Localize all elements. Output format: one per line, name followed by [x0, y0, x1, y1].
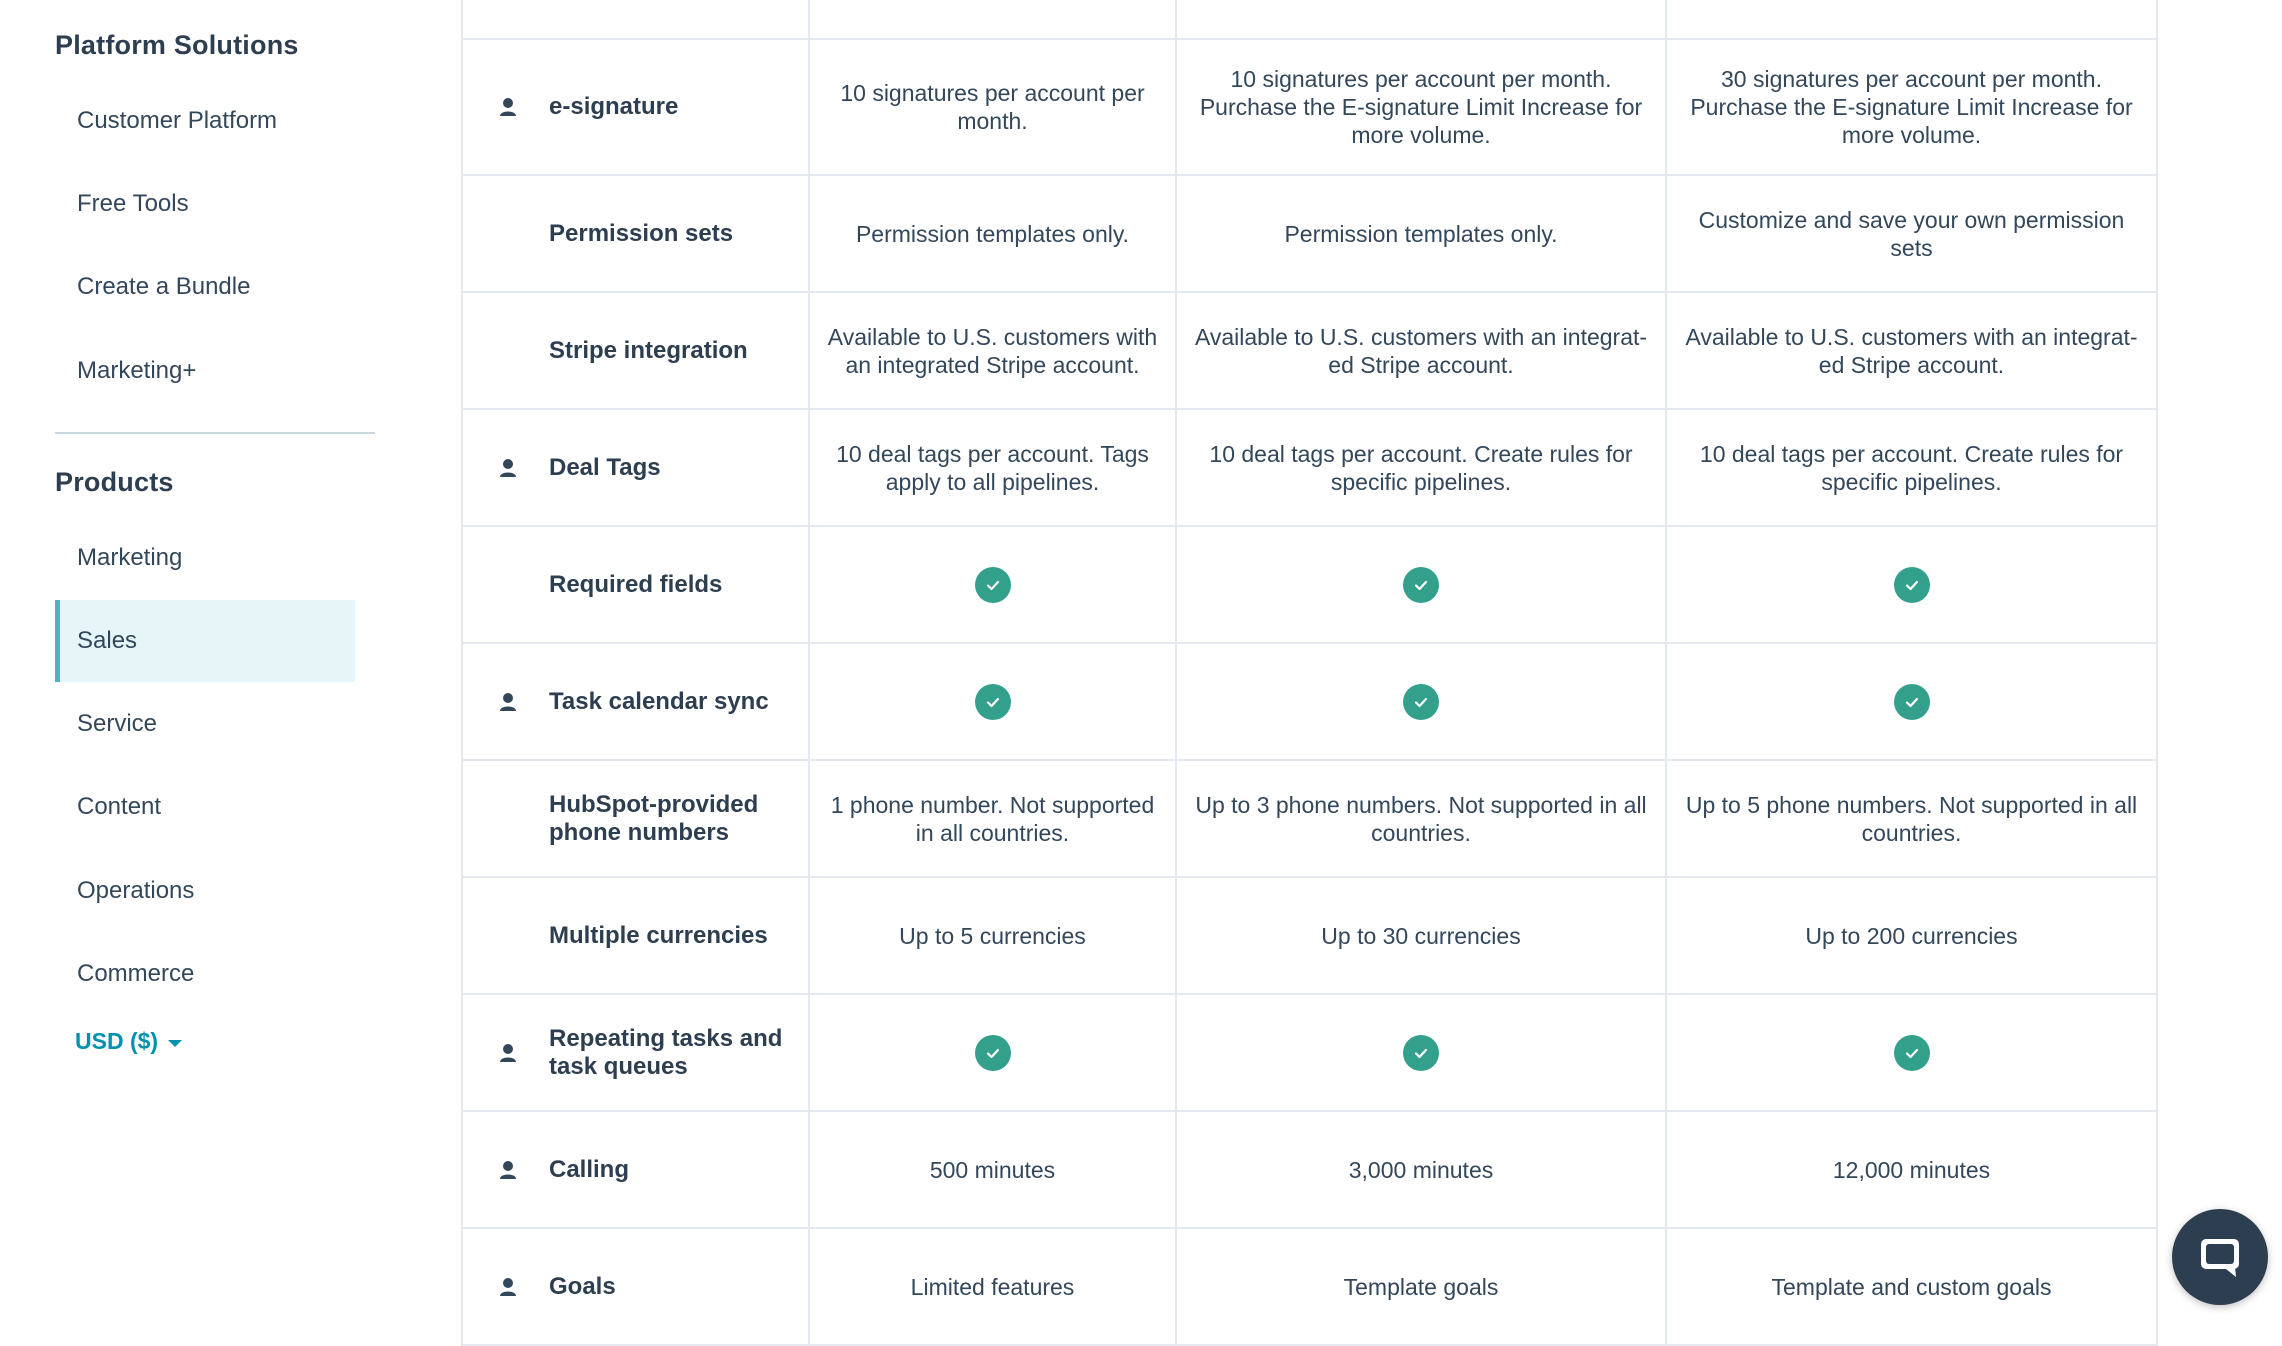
sidebar — [0, 0, 440, 1326]
feature-name-cell — [463, 293, 808, 408]
feature-label: Multiple currencies — [549, 921, 768, 949]
tier-3-text: 10 deal tags per account. Create rules for specific pipelines. — [1699, 440, 2124, 495]
user-icon — [497, 1276, 519, 1298]
tier-2-text: Available to U.S. customers with an integrat-ed Stripe account. — [1194, 323, 1648, 378]
currency-selector[interactable] — [75, 1028, 182, 1055]
check-icon — [1403, 684, 1439, 720]
feature-label: Task calendar sync — [549, 687, 769, 715]
tier-1-included-cell — [808, 644, 1175, 759]
tier-3-value — [1665, 410, 2156, 525]
tier-3-included-cell — [1665, 527, 2156, 642]
caret-down-icon — [168, 1040, 182, 1047]
feature-label: HubSpot-provided phone numbers — [549, 790, 759, 846]
user-icon — [497, 691, 519, 713]
sidebar-item-content[interactable]: Content — [77, 793, 162, 820]
tier-2-text: Permission templates only. — [1284, 220, 1558, 247]
table-row — [463, 527, 2156, 644]
check-icon — [975, 684, 1011, 720]
feature-label: Repeating tasks and task queues — [549, 1024, 783, 1080]
user-icon — [497, 1159, 519, 1181]
tier-1-value — [808, 878, 1175, 993]
platform-solutions-heading: Platform Solutions — [55, 30, 299, 60]
tier-1-text: 1 phone number. Not supported in all countries. — [830, 791, 1155, 846]
tier-2-text: Template goals — [1343, 1273, 1499, 1300]
tier-3-value — [1665, 40, 2156, 174]
sidebar-item-commerce[interactable]: Commerce — [77, 960, 195, 987]
tier-2-text: 10 deal tags per account. Create rules for specific pipelines. — [1209, 440, 1633, 495]
table-row — [463, 878, 2156, 995]
feature-label: Deal Tags — [549, 453, 661, 481]
check-icon — [975, 1035, 1011, 1071]
check-icon — [1894, 567, 1930, 603]
tier-1-text: 10 signatures per account per month. — [840, 80, 1145, 134]
feature-label: Stripe integration — [549, 336, 748, 364]
sidebar-item-sales[interactable]: Sales — [55, 600, 355, 682]
tier-1-value — [808, 293, 1175, 408]
check-icon — [1894, 1035, 1930, 1071]
table-row — [463, 761, 2156, 878]
feature-name-cell — [463, 176, 808, 291]
feature-name-cell — [463, 1112, 808, 1227]
tier-3-text: Template and custom goals — [1771, 1273, 2052, 1300]
feature-name-cell — [463, 644, 808, 759]
check-icon — [975, 567, 1011, 603]
tier-2-included-cell — [1175, 995, 1665, 1110]
tier-3-included-cell — [1665, 995, 2156, 1110]
tier-1-text: 10 deal tags per account. Tags apply to all pipelines. — [836, 440, 1149, 495]
tier-3-text: Up to 5 phone numbers. Not supported in all countries. — [1685, 791, 2138, 846]
feature-name-cell — [463, 995, 808, 1110]
sidebar-item-create-a-bundle[interactable]: Create a Bundle — [77, 273, 251, 300]
feature-label: Goals — [549, 1272, 616, 1300]
feature-name-cell — [463, 1229, 808, 1344]
chat-bubble-icon — [2196, 1233, 2244, 1281]
tier-2-value — [1175, 761, 1665, 876]
table-row — [463, 995, 2156, 1112]
tier-3-text: 30 signatures per account per month. Purchase the E-signature Limit Increase for more volume. — [1690, 66, 2133, 148]
sidebar-item-marketing[interactable]: Marketing — [77, 544, 183, 571]
check-icon — [1403, 567, 1439, 603]
tier-3-text: Customize and save your own permission sets — [1698, 206, 2125, 261]
tier-2-value — [1175, 1112, 1665, 1227]
tier-3-value — [1665, 1229, 2156, 1344]
check-icon — [1894, 684, 1930, 720]
products-heading: Products — [55, 467, 174, 497]
table-row — [463, 644, 2156, 761]
tier-2-value — [1175, 40, 1665, 174]
user-icon — [497, 96, 519, 118]
tier-2-value — [1175, 1229, 1665, 1344]
tier-3-value — [1665, 878, 2156, 993]
tier-3-value — [1665, 293, 2156, 408]
feature-comparison-table — [461, 0, 2158, 1346]
tier-3-included-cell — [1665, 644, 2156, 759]
tier-1-value — [808, 1112, 1175, 1227]
tier-1-text: Limited features — [910, 1273, 1075, 1300]
tier-2-value — [1175, 878, 1665, 993]
tier-1-included-cell — [808, 527, 1175, 642]
tier-2-text: Up to 30 currencies — [1321, 922, 1521, 949]
tier-1-included-cell — [808, 995, 1175, 1110]
currency-label: USD ($) — [75, 1028, 159, 1054]
table-row — [463, 410, 2156, 527]
feature-label: Required fields — [549, 570, 723, 598]
tier-1-text: Permission templates only. — [855, 220, 1130, 247]
sidebar-divider — [55, 432, 375, 434]
tier-3-value — [1665, 761, 2156, 876]
feature-name-cell — [463, 878, 808, 993]
table-row — [463, 1112, 2156, 1229]
tier-2-included-cell — [1175, 644, 1665, 759]
tier-3-text: Up to 200 currencies — [1805, 922, 2018, 949]
user-icon — [497, 457, 519, 479]
sidebar-item-operations[interactable]: Operations — [77, 877, 195, 904]
tier-1-text: Up to 5 currencies — [899, 922, 1086, 949]
feature-name-cell — [463, 40, 808, 174]
tier-1-value — [808, 40, 1175, 174]
table-body — [463, 40, 2156, 1346]
table-row — [463, 293, 2156, 410]
chat-button[interactable] — [2172, 1209, 2268, 1305]
tier-2-included-cell — [1175, 527, 1665, 642]
feature-label: Calling — [549, 1155, 630, 1183]
table-row — [463, 1229, 2156, 1346]
sidebar-item-free-tools[interactable]: Free Tools — [77, 190, 189, 217]
tier-1-value — [808, 1229, 1175, 1344]
tier-1-value — [808, 410, 1175, 525]
tier-2-text: 3,000 minutes — [1348, 1156, 1494, 1183]
tier-2-text: Up to 3 phone numbers. Not supported in all countries. — [1195, 791, 1647, 846]
table-row — [463, 40, 2156, 176]
feature-name-cell — [463, 410, 808, 525]
tier-3-value — [1665, 176, 2156, 291]
tier-3-text: Available to U.S. customers with an integrat-ed Stripe account. — [1685, 323, 2138, 378]
sidebar-item-customer-platform[interactable]: Customer Platform — [77, 107, 278, 134]
user-icon — [497, 1042, 519, 1064]
feature-name-cell — [463, 527, 808, 642]
feature-label: e-signature — [549, 93, 679, 120]
table-row-top-edge — [463, 0, 2156, 40]
check-icon — [1403, 1035, 1439, 1071]
feature-name-cell — [463, 761, 808, 876]
tier-3-text: 12,000 minutes — [1832, 1156, 1991, 1183]
tier-2-value — [1175, 176, 1665, 291]
tier-2-text: 10 signatures per account per month. Purchase the E-signature Limit Increase for more volume. — [1199, 66, 1643, 148]
feature-label: Permission sets — [549, 219, 734, 247]
tier-3-value — [1665, 1112, 2156, 1227]
tier-1-text: Available to U.S. customers with an integrated Stripe account. — [827, 323, 1158, 378]
tier-1-text: 500 minutes — [929, 1156, 1056, 1183]
tier-2-value — [1175, 410, 1665, 525]
sidebar-item-service[interactable]: Service — [77, 710, 158, 737]
tier-2-value — [1175, 293, 1665, 408]
tier-1-value — [808, 176, 1175, 291]
tier-1-value — [808, 761, 1175, 876]
sidebar-item-marketing-plus[interactable]: Marketing+ — [77, 357, 197, 384]
table-row — [463, 176, 2156, 293]
